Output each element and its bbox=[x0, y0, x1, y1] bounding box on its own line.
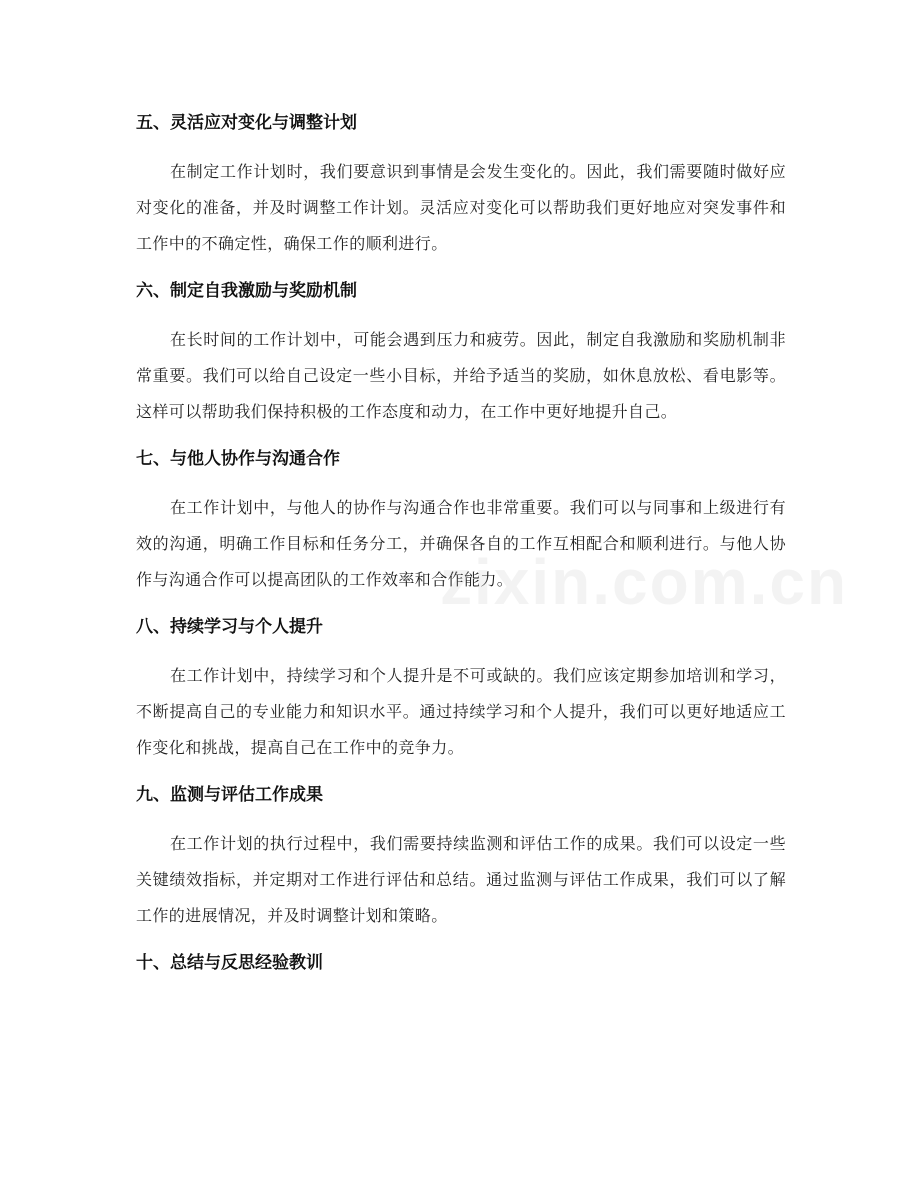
section-8 bbox=[136, 610, 786, 766]
section-heading: 八、持续学习与个人提升 bbox=[136, 617, 323, 637]
section-heading: 六、制定自我激励与奖励机制 bbox=[136, 281, 357, 301]
document-body bbox=[136, 106, 786, 994]
section-5 bbox=[136, 106, 786, 262]
section-heading: 五、灵活应对变化与调整计划 bbox=[136, 113, 357, 133]
watermark: zixin.com.cn bbox=[440, 546, 849, 618]
section-heading: 十、总结与反思经验教训 bbox=[136, 953, 323, 973]
section-7 bbox=[136, 442, 786, 598]
section-6 bbox=[136, 274, 786, 430]
section-paragraph: 在工作计划的执行过程中，我们需要持续监测和评估工作的成果。我们可以设定一些关键绩效指标，并定期对工作进行评估和总结。通过监测与评估工作成果，我们可以了解工作的进展情况，并及时调整计划和策略。 bbox=[136, 834, 786, 925]
section-heading: 七、与他人协作与沟通合作 bbox=[136, 449, 340, 469]
section-paragraph: 在长时间的工作计划中，可能会遇到压力和疲劳。因此，制定自我激励和奖励机制非常重要。我们可以给自己设定一些小目标，并给予适当的奖励，如休息放松、看电影等。这样可以帮助我们保持积极的工作态度和动力，在工作中更好地提升自己。 bbox=[136, 330, 786, 421]
section-9 bbox=[136, 778, 786, 934]
section-paragraph: 在工作计划中，持续学习和个人提升是不可或缺的。我们应该定期参加培训和学习，不断提高自己的专业能力和知识水平。通过持续学习和个人提升，我们可以更好地适应工作变化和挑战，提高自己在工作中的竞争力。 bbox=[136, 666, 786, 757]
section-paragraph: 在工作计划中，与他人的协作与沟通合作也非常重要。我们可以与同事和上级进行有效的沟通，明确工作目标和任务分工，并确保各自的工作互相配合和顺利进行。与他人协作与沟通合作可以提高团队的工作效率和合作能力。 bbox=[136, 498, 786, 589]
section-paragraph: 在制定工作计划时，我们要意识到事情是会发生变化的。因此，我们需要随时做好应对变化的准备，并及时调整工作计划。灵活应对变化可以帮助我们更好地应对突发事件和工作中的不确定性，确保工作的顺利进行。 bbox=[136, 162, 786, 253]
section-10 bbox=[136, 946, 786, 980]
section-heading: 九、监测与评估工作成果 bbox=[136, 785, 323, 805]
